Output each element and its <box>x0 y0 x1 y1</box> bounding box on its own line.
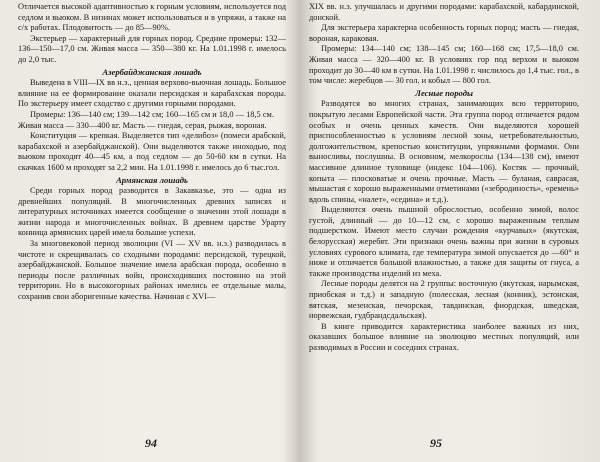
right-page-number: 95 <box>430 436 442 450</box>
paragraph: В книге приводится характеристика наиболее важных из них, оказавших большое влияние на эволюцию местных популяций, или разводимых в России и соседних странах. <box>309 321 579 352</box>
paragraph: Выделяются очень пышной оброслостью, особенно зимой, волос густой, длинный — до 10—12 см, с хорошо выраженным теплым подшерстком. Имеют место случаи рождения «курчавых» (якутская, белорусская) жеребят. Эти признаки очень важны при жизни в суровых условиях сурового климата, где температура зимой опускается до —60° и ниже и отличается большой влажностью, а также для защиты от гнуса, а также производства изделий из меха. <box>309 205 579 278</box>
paragraph: Выведена в VIII—IX вв н.э., ценная верхово-вьючная лошадь. Большое влияние на ее формирование оказали персидская и карабахская породы. По экстерьеру имеет сходство с другими горными породами. <box>18 78 286 109</box>
left-page <box>18 2 286 460</box>
right-page <box>309 2 579 460</box>
paragraph: За многовековой период эволюции (VI — XV вв. н.э.) разводилась в чистоте и скрещивалась со сходными породами: персидской, турецкой, азербайджанской. Большое значение имела арабская порода, особенно в периоды после различных войн, происходивших постоянно на этой территории. Но в высокогорных районах имелись ее отдельные малы, сохранив свои аборигенные качества. Начиная с XVI— <box>18 239 286 302</box>
paragraph: Экстерьер — характерный для горных пород. Средние промеры: 132—136—150—17,0 см. Живая масса — 350—380 кг. На 1.01.1998 г. имелось до 2,0 тыс. <box>18 33 286 64</box>
paragraph: Разводятся во многих странах, занимающих всю территорию, покрытую лесами Европейской части. Эта группа пород отличается рядом особых и очень ценных качеств. Они выделяются хорошей приспособленностью к условиям лесной зоны, нетребовательностью, долгожительством, крепостью конституции, упряжными формами. Они выносливы, послушны. В основном, мелкорослы (134—138 см), имеют массивное длинное туловище (индекс 104—106). Костяк — прочный, копыта — плосковатые и очень прочные. Масть — буланая, саврасая, мышастая с хорошо выраженными отметинами («зебродиность», «ремень» вдоль спины, «налет», «седина» и т.д.). <box>309 99 579 204</box>
paragraph: Лесные породы делятся на 2 группы: восточную (якутская, нарымская, приобская и т.д.) и западную (полесская, лесная (конник), эстонская, вятская, мезенская, печорская, тавдинская, фиордская, шведская, норвежская, гудбрандсдальская). <box>309 279 579 321</box>
paragraph: Для экстерьера характерна особенность горных пород; масть — гнедая, вороная, караковая. <box>309 23 579 43</box>
paragraph: Промеры: 136—140 см; 139—142 см; 160—165 см и 18,0 — 18,5 см. <box>30 109 274 119</box>
left-page-number: 94 <box>145 436 157 450</box>
paragraph: Конституция — крепкая. Выделяется тип «делибоз» (помеси арабской, карабахской и азербайджанской). Они выделяются также иноходью, под вьюком проходят 40—45 км, а под седлом — до 50-60 км в сутки. На скачках 1600 м проходят за 2,2 мин. На 1.01.1998 г. имелось до 6 тыс.гол. <box>18 131 286 172</box>
paragraph: Среди горных пород разводится в Закавказье, это — одна из древнейших популяций. В многочисленных древних записях и литературных источниках имеется сообщение о значении этой лошади в жизни народа и многочисленных войнах. В древнем царстве Урарту конница армянских царей имела большие успехи. <box>18 186 286 238</box>
section-heading: Азербайджанская лошадь <box>102 66 202 77</box>
paragraph: Отличается высокой адаптивностью к горным условиям, используется под седлом и вьюком. В низинах может использоваться и в упряжи, а также на с/х работах. Плодовитость — до 85—90%. <box>18 2 286 33</box>
paragraph: Промеры: 134—140 см; 138—145 см; 160—168 см; 17,5—18,0 см. Живая масса — 320—400 кг. В условиях гор под верхом и вьюком проходит до 30—40 км в сутки. На 1.01.1998 г. числилось до 1,4 тыс. гол., в том числе: жеребцов — 30 гол. и кобыл — 800 гол. <box>309 44 579 86</box>
paragraph: Живая масса — 330—400 кг. Масть — гнедая, серая, рыжая, вороная. <box>18 120 267 130</box>
section-heading: Армянская лошадь <box>116 174 188 185</box>
section-heading: Лесные породы <box>415 87 473 98</box>
paragraph: XIX вв. н.э. улучшалась и другими породами: карабахской, кабардинской, донской. <box>309 2 579 22</box>
